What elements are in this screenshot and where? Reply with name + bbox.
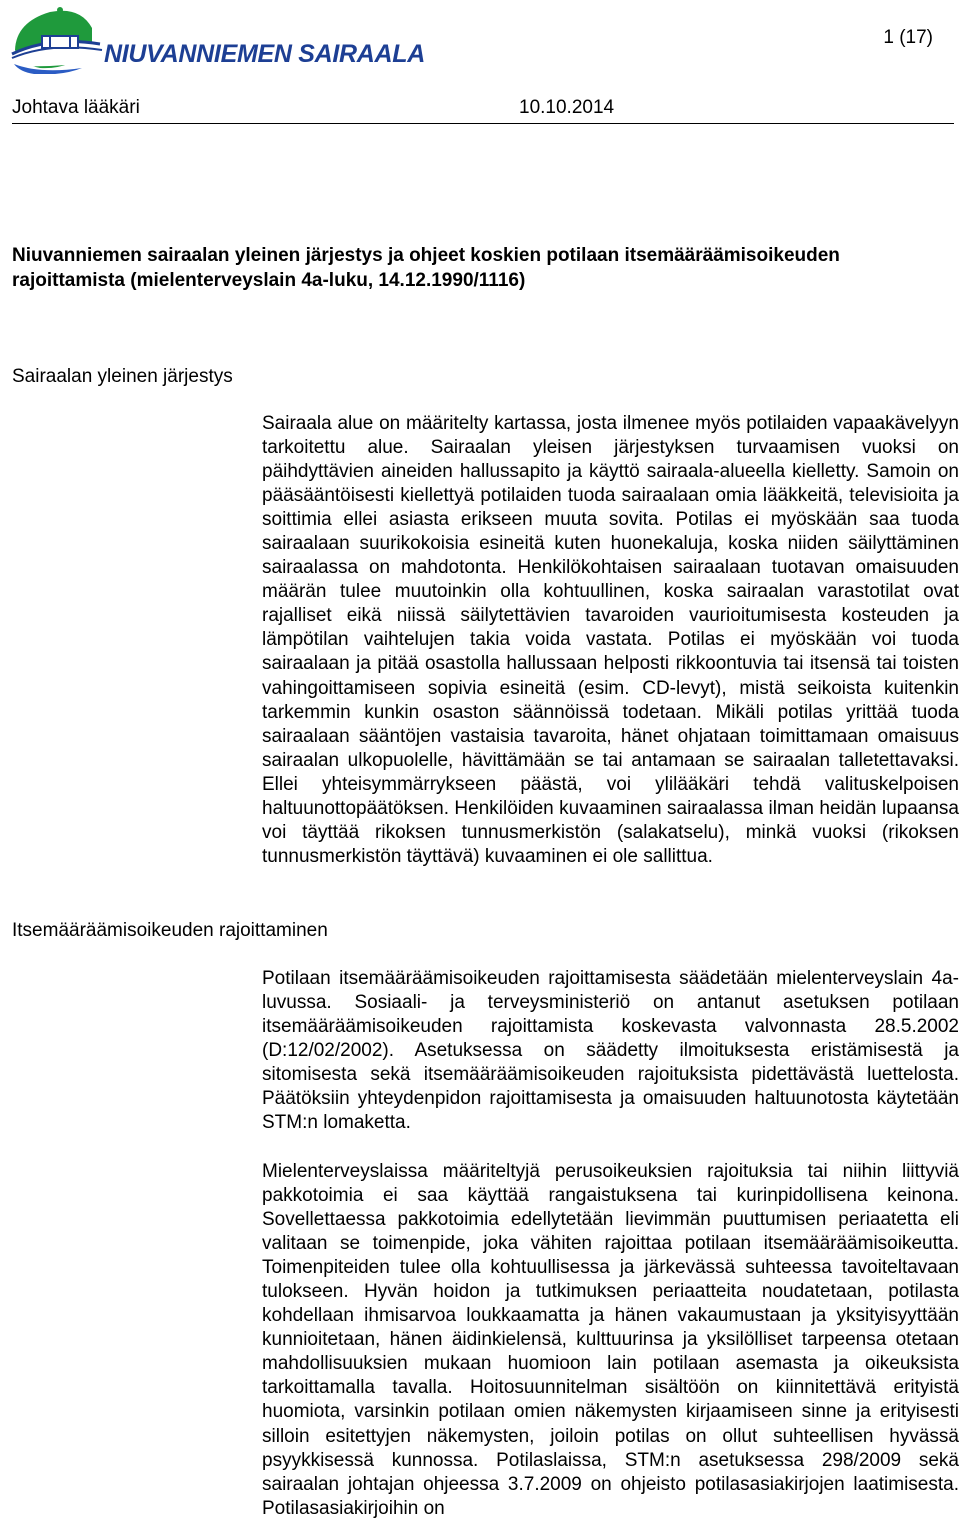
- hospital-logo: [10, 2, 426, 74]
- section-heading-general-order: Sairaalan yleinen järjestys: [12, 366, 233, 387]
- page-number: 1 (17): [883, 27, 933, 48]
- author-role: Johtava lääkäri: [12, 97, 140, 118]
- restriction-paragraph-2: Mielenterveyslaissa määriteltyjä perusoikeuksien rajoituksia tai niihin liittyviä pakkotoimia ei saa käyttää rangaistuksena tai kurinpidollisena keinona. Sovellettaessa pakkotoimia edellytetään lievimmän puuttumisen periaatetta eli valitaan se toimenpide, joka vähiten rajoittaa potilaan itsemääräämisoikeutta. Toimenpiteiden tulee olla kohtuullisessa ja järkevässä suhteessa tavoiteltavaan tulokseen. Hyvän hoidon ja tutkimuksen periaatteita noudatetaan, potilasta kohdellaan ihmisarvoa loukkaamatta ja hänen vakaumustaan ja yksityisyyttään kunnioitetaan, hänen äidinkielensä, kulttuurinsa ja yksilölliset tarpeensa otetaan mahdollisuuksien mukaan huomioon lain potilaan asemasta ja oikeuksista tarkoittamalla tavalla. Hoitosuunnitelman sisältöön on kiinnitettävä erityistä huomiota, varsinkin potilaan omien näkemysten kirjaamiseen sinne ja erityisesti silloin esitettyjen näkemysten, joiloin potilas on ollut suhteellisen hyvässä psyykkisessä kunnossa. Potilaslaissa, STM:n asetuksessa 298/2009 sekä sairaalan johtajan ohjeessa 3.7.2009 on ohjeisto potilasasiakirjojen laatimisesta. Potilasasiakirjoihin on: [262, 1161, 959, 1519]
- header-divider: [12, 123, 954, 124]
- document-title: Niuvanniemen sairaalan yleinen järjestys ja ohjeet koskien potilaan itsemääräämisoikeuden rajoittamista (mielenterveyslain 4a-luku, 14.12.1990/1116): [12, 245, 840, 291]
- document-date: 10.10.2014: [519, 97, 615, 118]
- restriction-paragraph-1: Potilaan itsemääräämisoikeuden rajoittamisesta säädetään mielenterveyslain 4a-luvussa. Sosiaali- ja terveysministeriö on antanut asetuksen potilaan itsemääräämisoikeuden rajoittamista koskevasta valvonnasta 28.5.2002 (D:12/02/2002). Asetuksessa on säädetty ilmoituksesta eristämisestä ja sitomisesta sekä itsemääräämisoikeuden rajoituksista pidettävästä luettelosta. Päätöksiin yhteydenpidon rajoittamisesta ja omaisuuden haltuunotosta käytetään STM:n lomaketta.: [262, 968, 959, 1134]
- logo-text: NIUVANNIEMEN SAIRAALA: [104, 40, 426, 68]
- general-order-paragraph: Sairaala alue on määritelty kartassa, josta ilmenee myös potilaiden vapaakävelyyn tarkoitettu alue. Sairaalan yleisen järjestyksen turvaamisen vuoksi on päihdyttävien aineiden hallussapito ja käyttö sairaala-alueella kielletty. Samoin on pääsääntöisesti kiellettyä potilaiden tuoda sairaalaan omia lääkkeitä, televisioita ja soittimia ellei asiasta erikseen muuta sovita. Potilas ei myöskään saa tuoda sairaalaan suurikokoisia esineitä kuten huonekaluja, koska niiden säilyttäminen sairaalassa on mahdotonta. Henkilökohtaisen sairaalaan tuotavan omaisuuden määrän tulee muutoinkin olla kohtuullinen, koska sairaalan varastotilat ovat rajalliset eikä niissä säilytettävien tavaroiden vaurioitumisesta kosteuden ja lämpötilan vaihtelujen takia voida vastata. Potilas ei myöskään voi tuoda sairaalaan ja pitää osastolla hallussaan helposti rikkoontuvia tai itsensä tai toisten vahingoittamiseen sopivia esineitä (esim. CD-levyt), mistä seikoista kuitenkin tarkemmin kunkin osaston säännöissä todetaan. Mikäli potilas yrittää tuoda sairaalaan sääntöjen vastaisia tavaroita, hänet ohjataan toimittamaan omaisuus sairaalan ulkopuolelle, hävittämään se tai antamaan se sairaalan talletettavaksi. Ellei yhteisymmärrykseen päästä, voi ylilääkäri tehdä valituskelpoisen haltuunottopäätöksen. Henkilöiden kuvaaminen sairaalassa ilman heidän lupaansa voi täyttää rikoksen tunnusmerkistön (salakatselu), minkä vuoksi (rikoksen tunnusmerkistön täyttävä) kuvaaminen ei ole sallittua.: [262, 413, 959, 867]
- section-heading-restriction: Itsemääräämisoikeuden rajoittaminen: [12, 920, 328, 941]
